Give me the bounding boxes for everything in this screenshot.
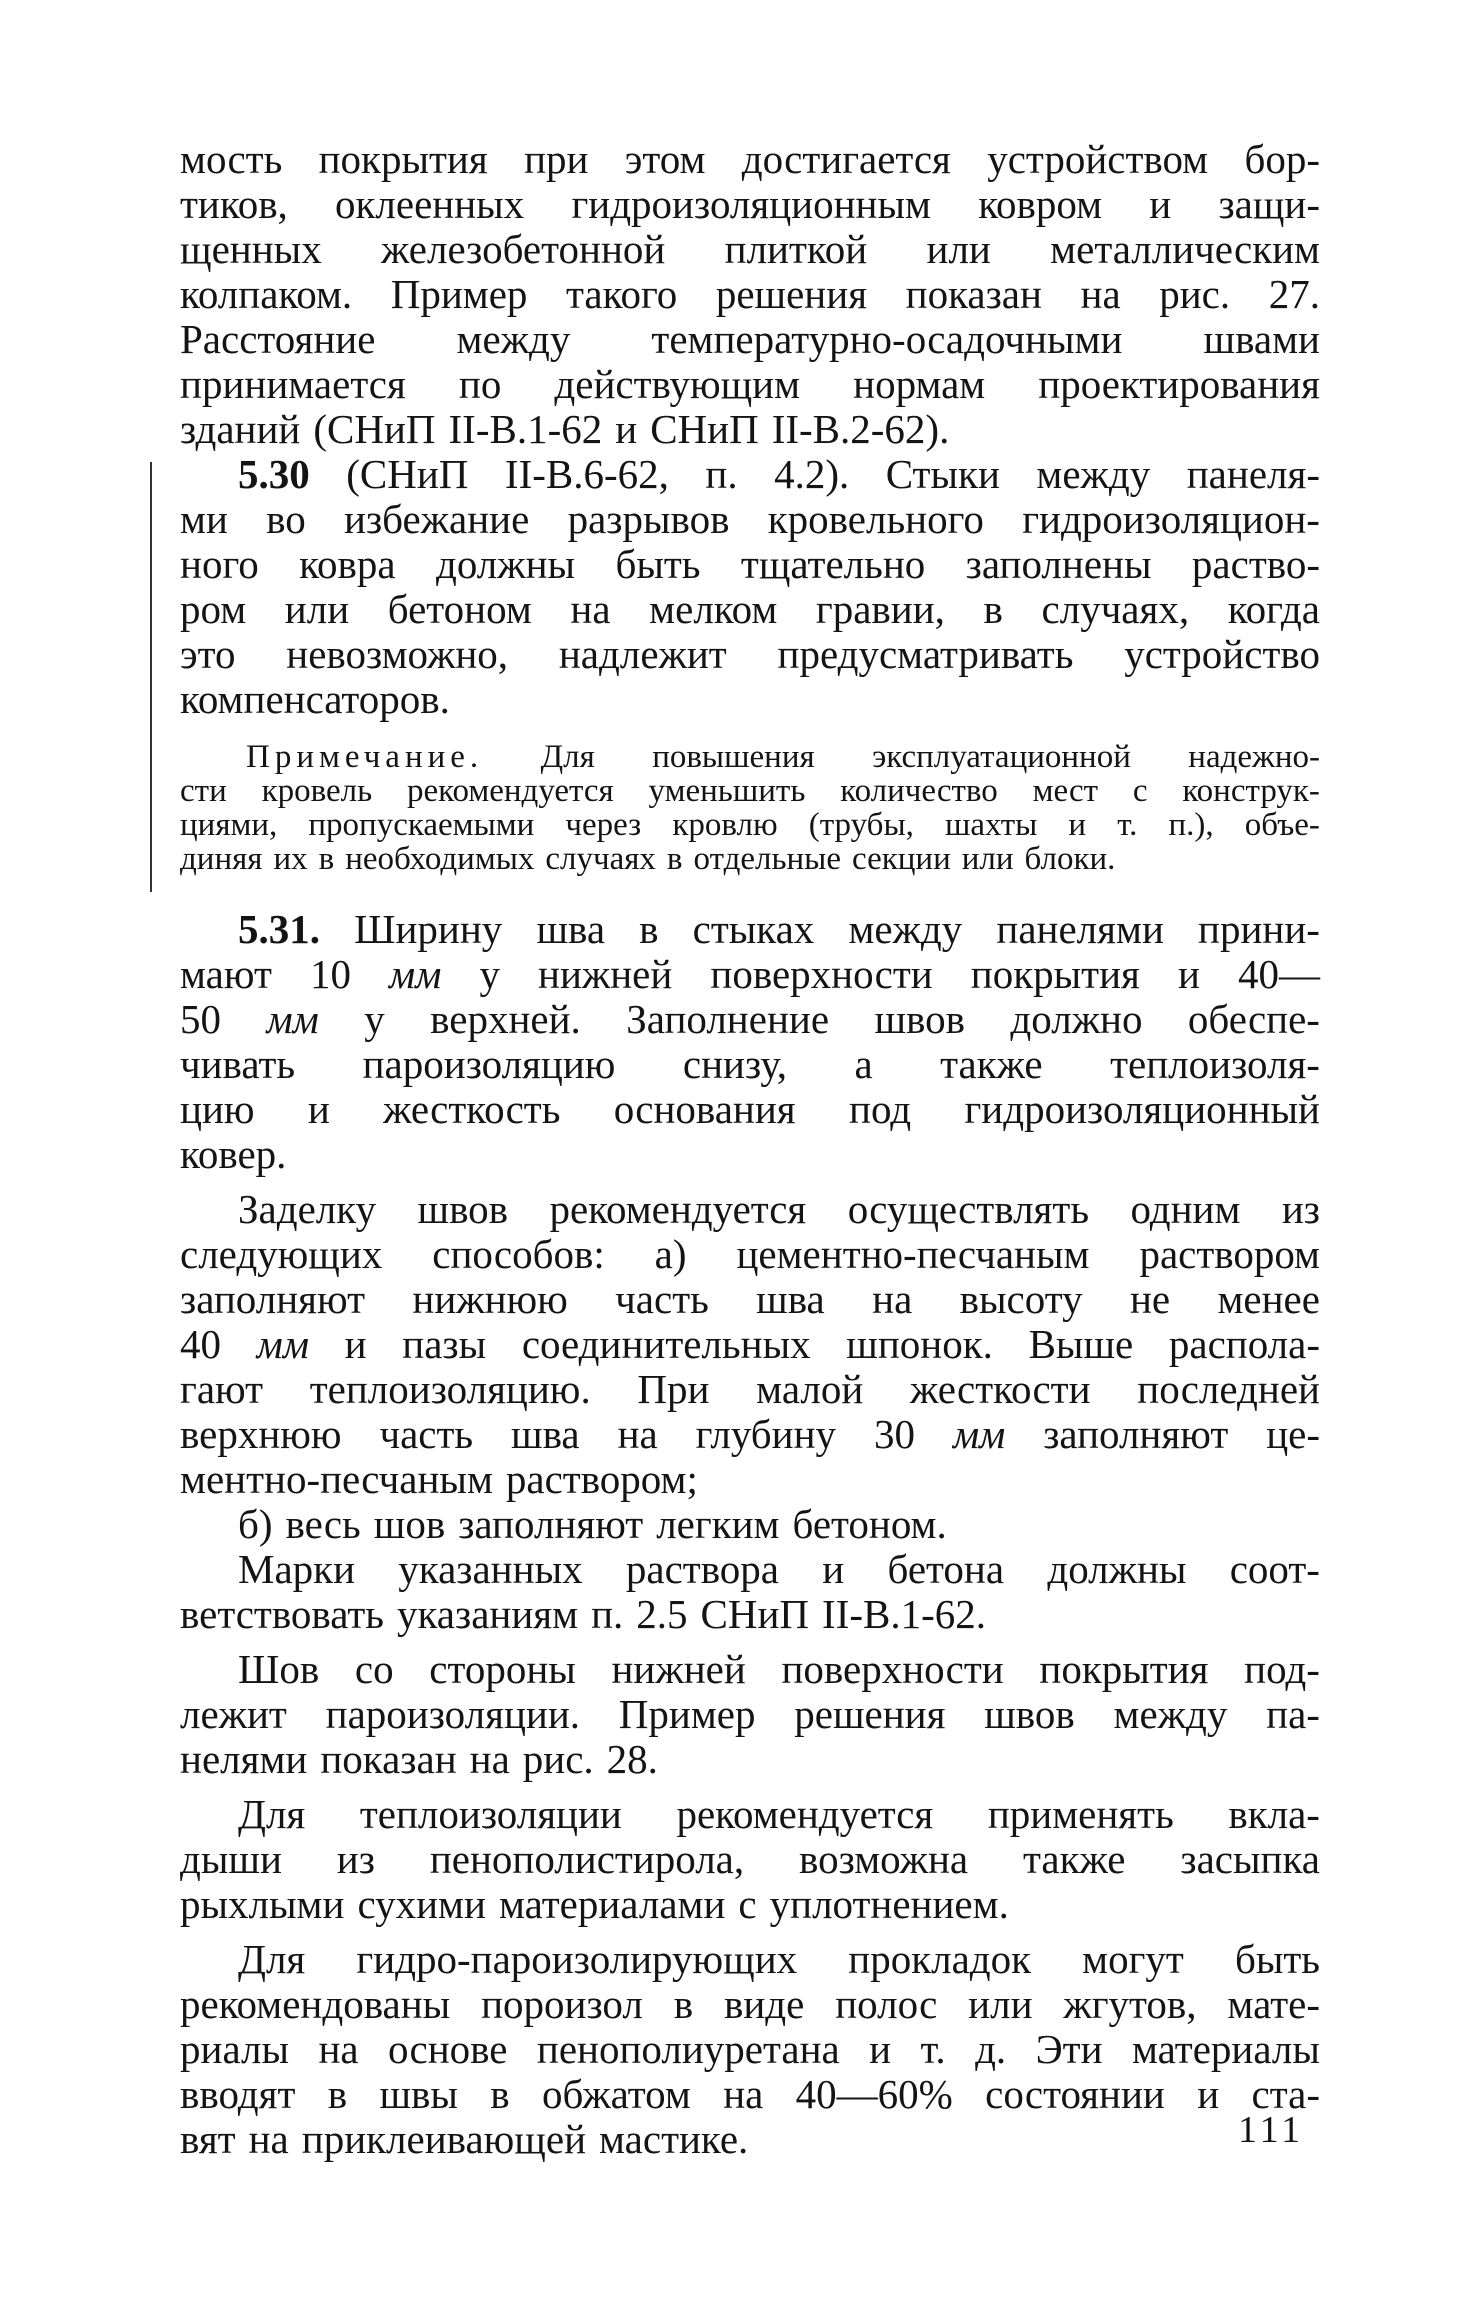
text-line: вводят в швы в обжатом на 40—60% состоянии и ста-: [180, 2071, 1320, 2117]
text-line: ного ковра должны быть тщательно заполнены раство-: [180, 541, 1320, 587]
text-line: Для гидро-пароизолирующих прокладок могут быть: [238, 1936, 1320, 1982]
text-line: тиков, оклеенных гидроизоляционным ковром и защи-: [180, 181, 1320, 227]
text-line: гают теплоизоляцию. При малой жесткости последней: [180, 1366, 1320, 1412]
text-line: 40 мм и пазы соединительных шпонок. Выше распола-: [180, 1321, 1320, 1367]
text-line: ром или бетоном на мелком гравии, в случаях, когда: [180, 586, 1320, 632]
text-line: мают 10 мм у нижней поверхности покрытия и 40—: [180, 951, 1320, 997]
text-line: нелями показан на рис. 28.: [180, 1736, 658, 1782]
text-line: Шов со стороны нижней поверхности покрытия под-: [238, 1646, 1320, 1692]
note-line: циями, пропускаемыми через кровлю (трубы, шахты и т. п.), объе-: [180, 807, 1320, 843]
text-line: вят на приклеивающей мастике.: [180, 2116, 749, 2162]
text-line: рекомендованы пороизол в виде полос или жгутов, мате-: [180, 1981, 1320, 2027]
text-line: 50 мм у верхней. Заполнение швов должно обеспе-: [180, 996, 1320, 1042]
text-line: компенсаторов.: [180, 676, 450, 722]
text-line: Расстояние между температурно-осадочными швами: [180, 316, 1320, 362]
note-line: Примечание. Для повышения эксплуатационной надежно-: [246, 739, 1320, 775]
text-line: рыхлыми сухими материалами с уплотнением.: [180, 1881, 1009, 1927]
page-number: 111: [1238, 2109, 1305, 2151]
text-line: ковер.: [180, 1131, 287, 1177]
text-line: это невозможно, надлежит предусматривать устройство: [180, 631, 1320, 677]
text-line: зданий (СНиП II-В.1-62 и СНиП II-В.2-62).: [180, 406, 950, 452]
text-line: Заделку швов рекомендуется осуществлять одним из: [238, 1186, 1320, 1232]
note-label: Примечание.: [246, 739, 484, 775]
note-line: сти кровель рекомендуется уменьшить количество мест с конструк-: [180, 773, 1320, 809]
text-line: Марки указанных раствора и бетона должны соот-: [238, 1546, 1320, 1592]
margin-change-bar: [150, 462, 152, 892]
text-line: лежит пароизоляции. Пример решения швов между па-: [180, 1691, 1320, 1737]
text-line: 5.31. Ширину шва в стыках между панелями прини-: [238, 906, 1320, 952]
text-line: мость покрытия при этом достигается устройством бор-: [180, 136, 1320, 182]
text-line: принимается по действующим нормам проектирования: [180, 361, 1320, 407]
text-line: чивать пароизоляцию снизу, а также теплоизоля-: [180, 1041, 1320, 1087]
text-line: заполняют нижнюю часть шва на высоту не менее: [180, 1276, 1320, 1322]
text-line: ветствовать указаниям п. 2.5 СНиП II-В.1-62.: [180, 1591, 987, 1637]
text-line: риалы на основе пенополиуретана и т. д. Эти материалы: [180, 2026, 1320, 2072]
text-line: щенных железобетонной плиткой или металлическим: [180, 226, 1320, 272]
note-line: диняя их в необходимых случаях в отдельные секции или блоки.: [180, 841, 1116, 877]
text-line: цию и жесткость основания под гидроизоляционный: [180, 1086, 1320, 1132]
text-line: следующих способов: а) цементно-песчаным раствором: [180, 1231, 1320, 1277]
text-line: б) весь шов заполняют легким бетоном.: [238, 1501, 947, 1547]
text-line: 5.30 (СНиП II-В.6-62, п. 4.2). Стыки между панеля-: [238, 451, 1320, 497]
text-line: колпаком. Пример такого решения показан на рис. 27.: [180, 271, 1320, 317]
text-line: дыши из пенополистирола, возможна также засыпка: [180, 1836, 1320, 1882]
text-line: верхнюю часть шва на глубину 30 мм заполняют це-: [180, 1411, 1320, 1457]
text-line: ментно-песчаным раствором;: [180, 1456, 698, 1502]
text-line: ми во избежание разрывов кровельного гидроизоляцион-: [180, 496, 1320, 542]
text-line: Для теплоизоляции рекомендуется применять вкла-: [238, 1791, 1320, 1837]
